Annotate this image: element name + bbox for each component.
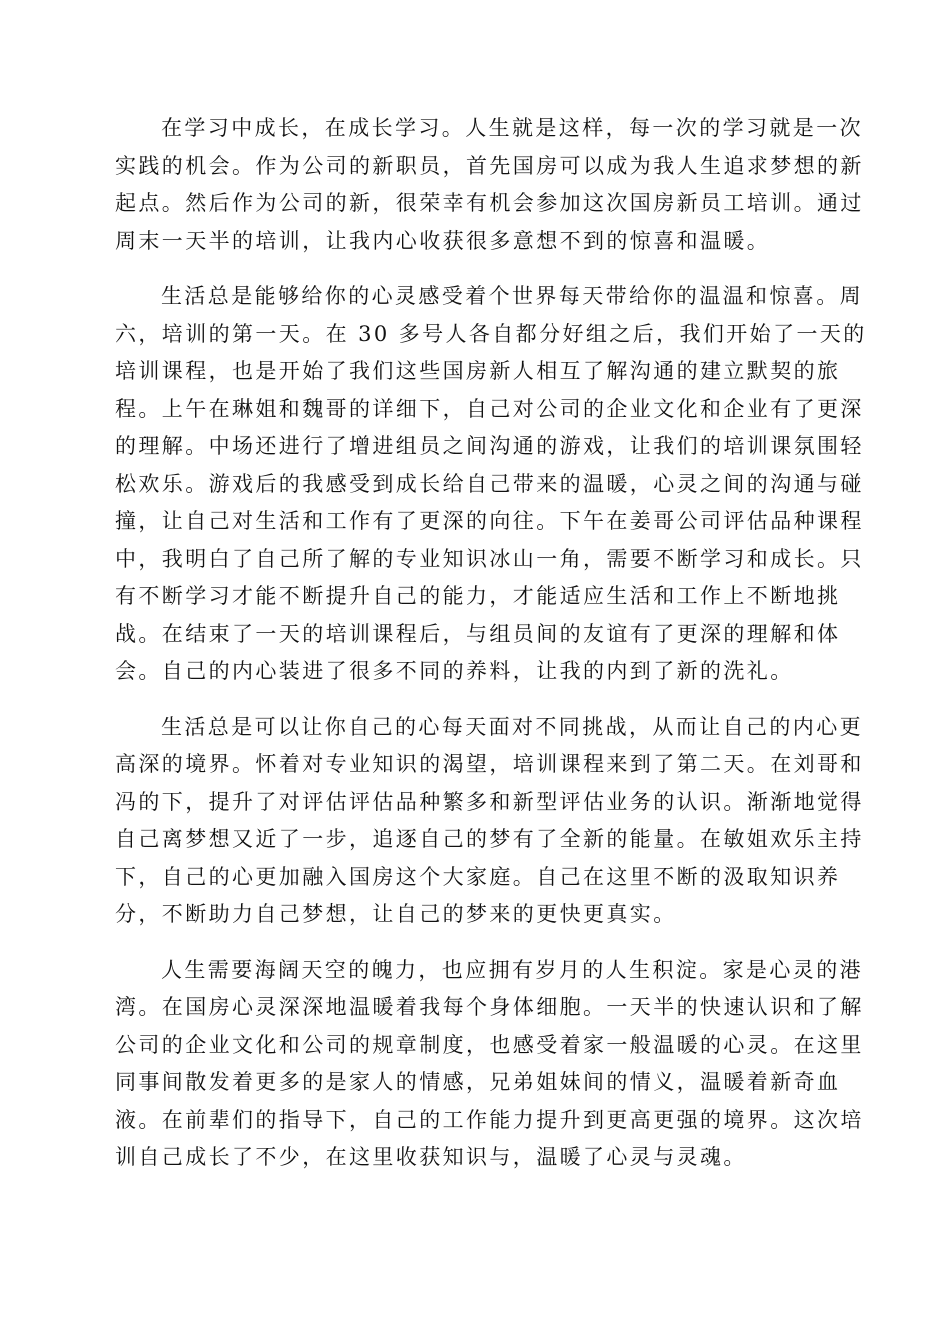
text-line: 六，培训的第一天。在 30 多号人各自都分好组之后，我们开始了一天的 [115,321,867,346]
text-line: 实践的机会。作为公司的新职员，首先国房可以成为我人生追求梦想的新 [115,153,864,178]
text-line: 生活总是能够给你的心灵感受着个世界每天带给你的温温和惊喜。周 [161,284,863,308]
text-line: 程。上午在琳姐和魏哥的详细下，自己对公司的企业文化和企业有了更深 [115,396,864,421]
text-line: 周末一天半的培训，让我内心收获很多意想不到的惊喜和温暖。 [115,228,771,253]
text-line: 自己离梦想又近了一步，追逐自己的梦有了全新的能量。在敏姐欢乐主持 [115,827,864,851]
text-line: 起点。然后作为公司的新，很荣幸有机会参加这次国房新员工培训。通过 [115,191,864,215]
text-line: 训自己成长了不少，在这里收获知识与，温暖了心灵与灵魂。 [115,1145,747,1169]
text-line: 冯的下，提升了对评估评估品种繁多和新型评估业务的认识。渐渐地觉得 [115,789,864,814]
text-line: 生活总是可以让你自己的心每天面对不同挑战，从而让自己的内心更 [161,714,863,739]
text-line: 液。在前辈们的指导下，自己的工作能力提升到更高更强的境界。这次培 [115,1107,864,1132]
text-line: 人生需要海阔天空的魄力，也应拥有岁月的人生积淀。家是心灵的港 [161,957,863,982]
paragraph-1 [115,110,864,260]
text-line: 撞，让自己对生活和工作有了更深的向往。下午在姜哥公司评估品种课程 [115,509,864,533]
text-line: 的理解。中场还进行了增进组员之间沟通的游戏，让我们的培训课氛围轻 [115,434,864,458]
text-line: 培训课程，也是开始了我们这些国房新人相互了解沟通的建立默契的旅 [115,359,841,383]
text-line: 松欢乐。游戏后的我感受到成长给自己带来的温暖，心灵之间的沟通与碰 [115,471,864,496]
paragraph-4 [115,952,864,1177]
paragraph-2 [115,278,867,691]
text-line: 中，我明白了自己所了解的专业知识冰山一角，需要不断学习和成长。只 [115,546,864,571]
text-line: 战。在结束了一天的培训课程后，与组员间的友谊有了更深的理解和体 [115,621,841,646]
paragraph-3 [115,709,864,934]
text-line: 公司的企业文化和公司的规章制度，也感受着家一般温暖的心灵。在这里 [115,1032,864,1057]
text-line: 分，不断助力自己梦想，让自己的梦来的更快更真实。 [115,902,677,926]
text-line: 湾。在国房心灵深深地温暖着我每个身体细胞。一天半的快速认识和了解 [115,995,864,1019]
text-line: 有不断学习才能不断提升自己的能力，才能适应生活和工作上不断地挑 [115,584,841,608]
text-line: 高深的境界。怀着对专业知识的渴望，培训课程来到了第二天。在刘哥和 [115,752,864,776]
text-line: 在学习中成长，在成长学习。人生就是这样，每一次的学习就是一次 [161,116,863,140]
text-line: 下，自己的心更加融入国房这个大家庭。自己在这里不断的汲取知识养 [115,864,841,889]
text-line: 同事间散发着更多的是家人的情感，兄弟姐妹间的情义，温暖着新奇血 [115,1070,841,1094]
text-line: 会。自己的内心装进了很多不同的养料，让我的内到了新的洗礼。 [115,659,794,683]
document-body [115,110,867,1195]
